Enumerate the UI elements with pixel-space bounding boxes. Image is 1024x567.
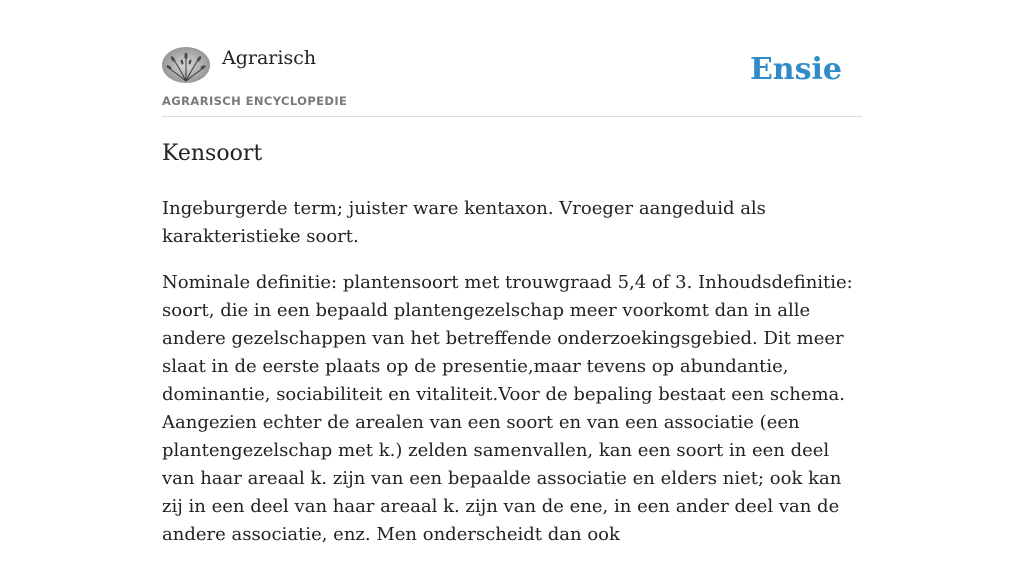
site-name[interactable]: Agrarisch xyxy=(222,47,317,69)
article-paragraph: Ingeburgerde term; juister ware kentaxon. Vroeger aangeduid als karakteristieke soort. xyxy=(162,198,766,247)
ensie-logo-link[interactable]: Ensie xyxy=(749,52,842,87)
wheat-icon[interactable] xyxy=(162,47,210,83)
article-paragraph: Nominale definitie: plantensoort met trouwgraad 5,4 of 3. Inhoudsdefinitie: soort, die in een bepaald plantengezelschap meer voorkomt dan in alle andere gezelschappen van het betreffende onderzoekingsgebied. Dit meer slaat in de eerste plaats op de presentie,maar tevens op abundantie, dominantie, sociabiliteit en vitaliteit.Voor de bepaling bestaat een schema. Aangezien echter de arealen van een soort en van een associatie (een plantengezelschap met k.) zelden samenvallen, kan een soort in een deel van haar areaal k. zijn van een bepaalde associatie en elders niet; ook kan zij in een deel van haar areaal k. zijn van de ene, in een ander deel van de andere associatie, enz. Men onderscheidt dan ook xyxy=(162,272,853,545)
article xyxy=(162,139,862,567)
site-subtitle: AGRARISCH ENCYCLOPEDIE xyxy=(162,94,348,108)
page-title: Kensoort xyxy=(162,141,263,166)
site-header xyxy=(162,46,862,117)
